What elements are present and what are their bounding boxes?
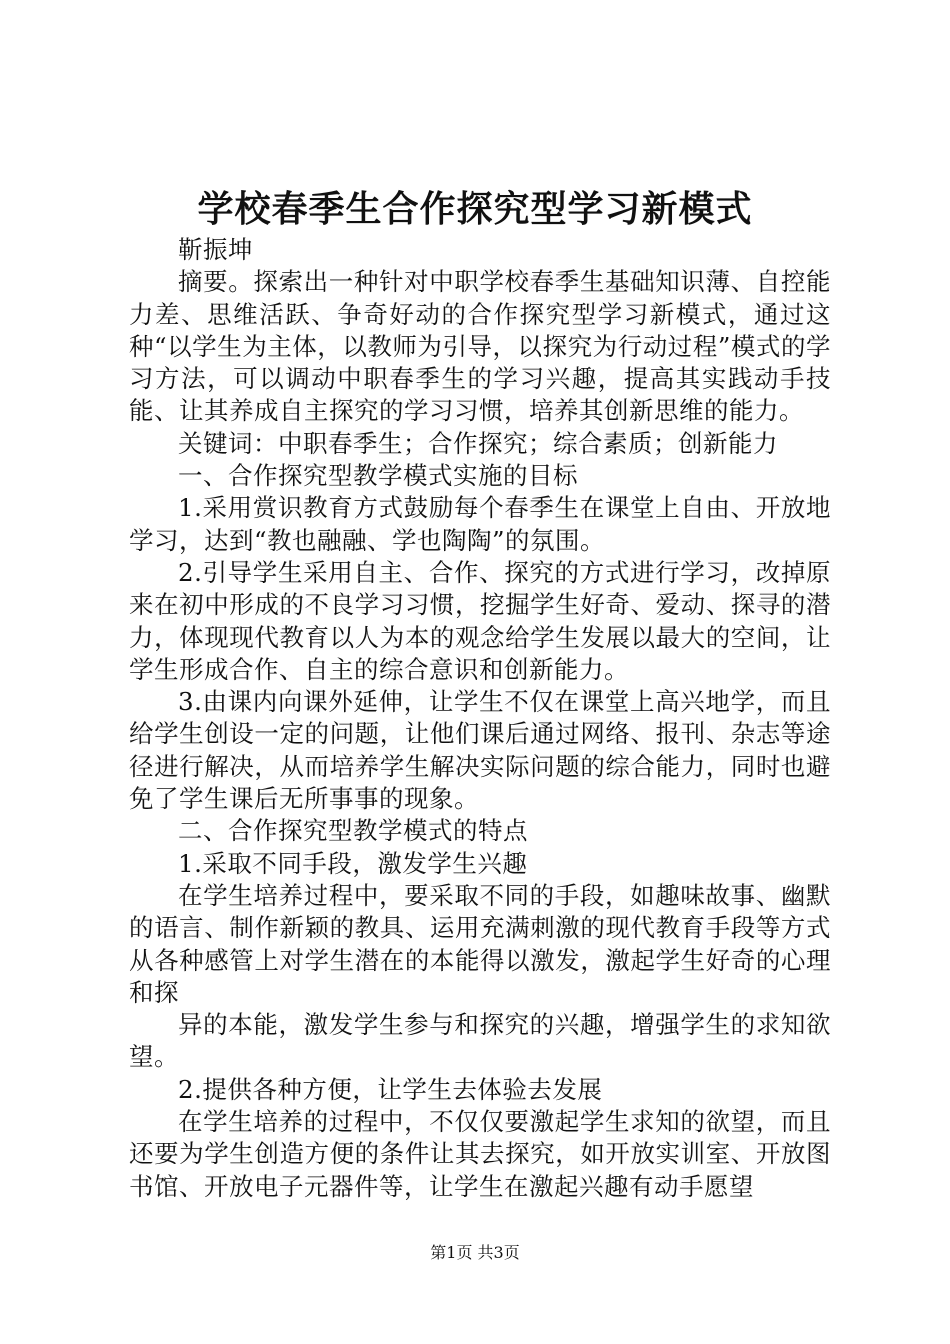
subheading-feature-2: 2.提供各种方便，让学生去体验去发展 [178, 1074, 603, 1104]
paragraph-goal-1: 1.采用赏识教育方式鼓励每个春季生在课堂上自由、开放地学习，达到“教也融融、学也陶陶”的氛围。 [129, 493, 831, 555]
paragraph-feature-2: 在学生培养的过程中，不仅仅要激起学生求知的欲望，而且还要为学生创造方便的条件让其去探究，如开放实训室、开放图书馆、开放电子元器件等，让学生在激起兴趣有动手愿望 [129, 1107, 831, 1201]
page-footer: 第1页 共3页 [430, 1243, 520, 1262]
paragraph-goal-3: 3.由课内向课外延伸，让学生不仅在课堂上高兴地学，而且给学生创设一定的问题，让他们课后通过网络、报刊、杂志等途径进行解决，从而培养学生解决实际问题的综合能力，同时也避免了学生课后无所事事的现象。 [129, 687, 831, 814]
abstract-paragraph: 摘要。探索出一种针对中职学校春季生基础知识薄、自控能力差、思维活跃、争奇好动的合作探究型学习新模式，通过这种“以学生为主体，以教师为引导，以探究为行动过程”模式的学习方法，可以调动中职春季生的学习兴趣，提高其实践动手技能、让其养成自主探究的学习习惯，培养其创新思维的能力。 [129, 267, 831, 426]
keywords-paragraph: 关键词：中职春季生；合作探究；综合素质；创新能力 [178, 428, 778, 458]
paragraph-goal-2: 2.引导学生采用自主、合作、探究的方式进行学习，改掉原来在初中形成的不良学习习惯，挖掘学生好奇、爱动、探寻的潜力，体现现代教育以人为本的观念给学生发展以最大的空间，让学生形成合作、自主的综合意识和创新能力。 [129, 557, 831, 684]
section-heading-1: 一、合作探究型教学模式实施的目标 [178, 461, 578, 491]
author-line: 靳振坤 [178, 235, 253, 264]
section-heading-2: 二、合作探究型教学模式的特点 [178, 816, 528, 846]
paragraph-feature-1a: 在学生培养过程中，要采取不同的手段，如趣味故事、幽默的语言、制作新颖的教具、运用充满刺激的现代教育手段等方式从各种感管上对学生潜在的本能得以激发，激起学生好奇的心理和探 [129, 880, 831, 1007]
subheading-feature-1: 1.采取不同手段，激发学生兴趣 [178, 848, 528, 878]
document-body [129, 234, 831, 1203]
paragraph-feature-1b: 异的本能，激发学生参与和探究的兴趣，增强学生的求知欲望。 [129, 1010, 831, 1072]
document-title: 学校春季生合作探究型学习新模式 [197, 188, 753, 230]
